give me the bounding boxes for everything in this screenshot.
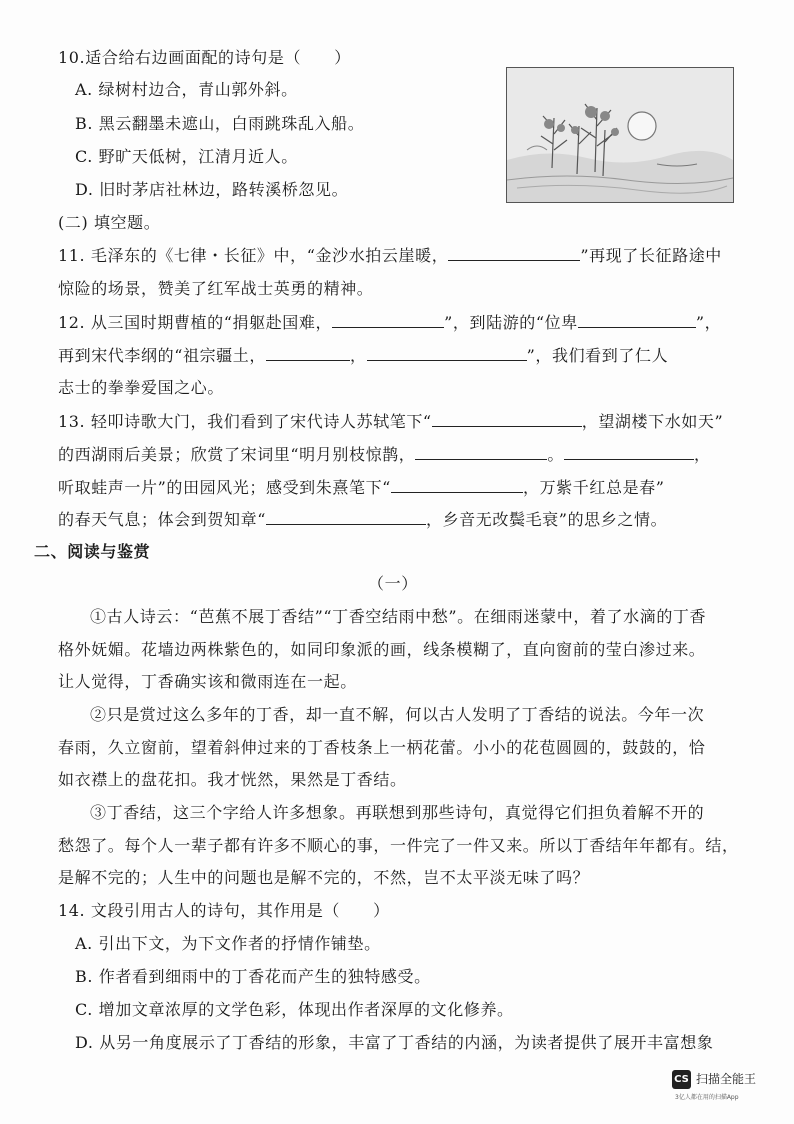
landscape-painting xyxy=(506,67,734,203)
q12-blank-4[interactable] xyxy=(367,344,527,361)
paragraph-2-line-2: 春雨，久立窗前，望着斜伸过来的丁香枝条上一柄花蕾。小小的花苞圆圆的，鼓鼓的，恰 xyxy=(58,738,706,757)
paragraph-2-line-1: ②只是赏过这么多年的丁香，却一直不解，何以古人发明了丁香结的说法。今年一次 xyxy=(90,705,705,724)
q12-blank-1[interactable] xyxy=(332,311,444,328)
q13-line-4: 的春天气息；体会到贺知章“ ，乡音无改鬓毛衰”的思乡之情。 xyxy=(58,510,668,529)
q10-option-c: C. 野旷天低树，江清月近人。 xyxy=(75,147,298,166)
q11-blank[interactable] xyxy=(448,244,580,261)
q12-blank-3[interactable] xyxy=(266,344,350,361)
q10-option-b: B. 黑云翻墨未遮山，白雨跳珠乱入船。 xyxy=(75,114,365,133)
q10-stem: 10.适合给右边画面配的诗句是（ ） xyxy=(58,48,351,67)
paragraph-2-line-3: 如衣襟上的盘花扣。我才恍然，果然是丁香结。 xyxy=(58,770,407,789)
camscanner-name: 扫描全能王 xyxy=(696,1072,757,1086)
q13-line-3: 听取蛙声一片”的田园风光；感受到朱熹笔下“ ，万紫千红总是春” xyxy=(58,478,665,497)
q13-blank-3[interactable] xyxy=(564,443,694,460)
paragraph-3-line-1: ③丁香结，这三个字给人许多想象。再联想到那些诗句，真觉得它们担负着解不开的 xyxy=(90,803,705,822)
q12-blank-2[interactable] xyxy=(578,311,696,328)
q12-line-3: 志士的拳拳爱国之心。 xyxy=(58,378,225,397)
camscanner-icon: CS xyxy=(672,1070,691,1089)
q13-line-2: 的西湖雨后美景；欣赏了宋词里“明月别枝惊鹊， 。 ， xyxy=(58,445,711,464)
q13-line-1: 13. 轻叩诗歌大门，我们看到了宋代诗人苏轼笔下“ ，望湖楼下水如天” xyxy=(58,412,724,431)
q13-blank-1[interactable] xyxy=(432,410,582,427)
q14-option-a: A. 引出下文，为下文作者的抒情作铺垫。 xyxy=(75,934,381,953)
paragraph-3-line-3: 是解不完的；人生中的问题也是解不完的，不然，岂不太平淡无味了吗？ xyxy=(58,868,590,887)
q11-line-1: 11. 毛泽东的《七律・长征》中，“金沙水拍云崖暖， ”再现了长征路途中 xyxy=(58,246,722,265)
section-fill-heading: (二) 填空题。 xyxy=(58,213,161,232)
q12-line-1: 12. 从三国时期曹植的“捐躯赴国难， ”，到陆游的“位卑 ”， xyxy=(58,313,722,332)
q10-option-a: A. 绿树村边合，青山郭外斜。 xyxy=(75,80,298,99)
q14-stem: 14. 文段引用古人的诗句，其作用是（ ） xyxy=(58,901,390,920)
q13-blank-5[interactable] xyxy=(266,508,426,525)
section-reading-heading: 二、阅读与鉴赏 xyxy=(34,542,151,561)
q14-option-b: B. 作者看到细雨中的丁香花而产生的独特感受。 xyxy=(75,967,431,986)
q14-option-c: C. 增加文章浓厚的文学色彩，体现出作者深厚的文化修养。 xyxy=(75,1000,514,1019)
q10-option-d: D. 旧时茅店社林边，路转溪桥忽见。 xyxy=(75,180,349,199)
camscanner-watermark xyxy=(672,1070,784,1104)
q13-blank-2[interactable] xyxy=(415,443,547,460)
camscanner-tagline: 3亿人都在用的扫描App xyxy=(675,1094,739,1101)
paragraph-3-line-2: 愁怨了。每个人一辈子都有许多不顺心的事，一件完了一件又来。所以丁香结年年都有。结， xyxy=(58,836,739,855)
paragraph-1-line-3: 让人觉得，丁香确实该和微雨连在一起。 xyxy=(58,672,357,691)
moonlit-landscape-icon xyxy=(507,68,733,202)
paragraph-1-line-2: 格外妩媚。花墙边两株紫色的，如同印象派的画，线条模糊了，直向窗前的莹白渗过来。 xyxy=(58,640,706,659)
q12-line-2: 再到宋代李纲的“祖宗疆土， ， ”，我们看到了仁人 xyxy=(58,346,669,365)
q11-line-2: 惊险的场景，赞美了红军战士英勇的精神。 xyxy=(58,279,374,298)
q14-option-d: D. 从另一角度展示了丁香结的形象，丰富了丁香结的内涵，为读者提供了展开丰富想象 xyxy=(75,1033,714,1052)
paragraph-1-line-1: ①古人诗云：“芭蕉不展丁香结”“丁香空结雨中愁”。在细雨迷蒙中，着了水滴的丁香 xyxy=(90,607,707,626)
q13-blank-4[interactable] xyxy=(391,476,523,493)
passage-title: （一） xyxy=(368,574,418,593)
